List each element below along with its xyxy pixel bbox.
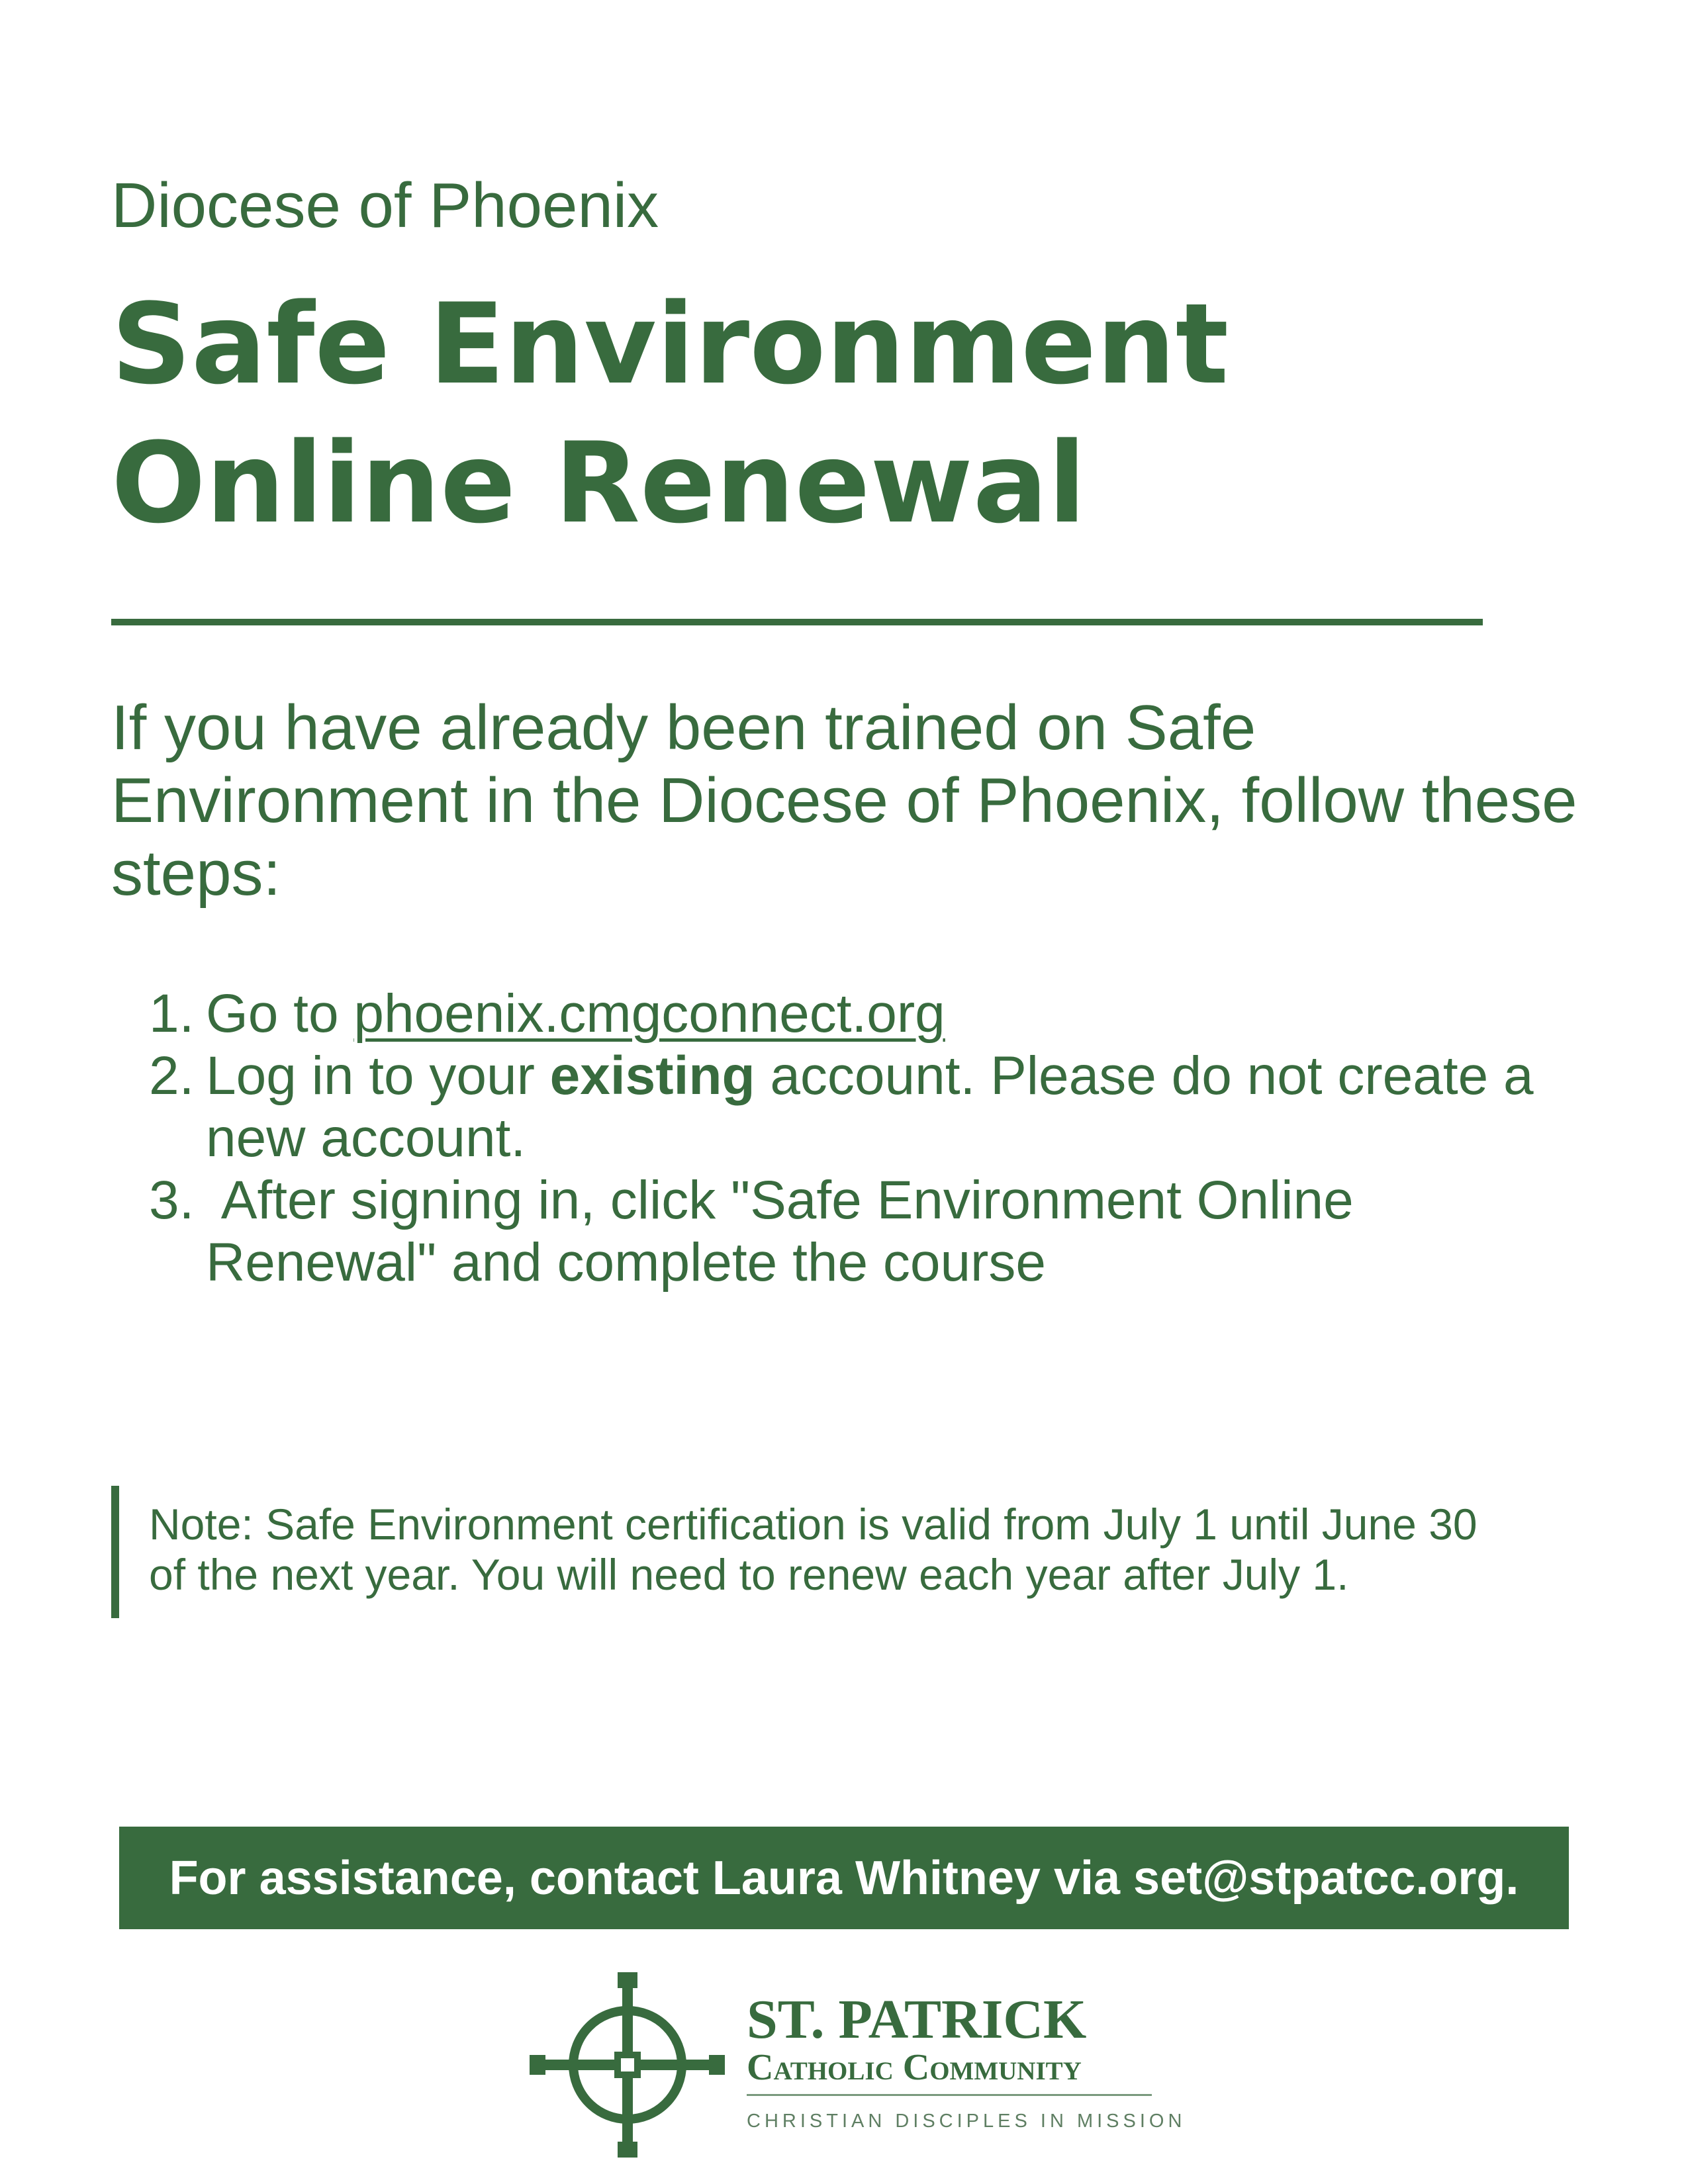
cmgconnect-link[interactable]: phoenix.cmgconnect.org	[353, 983, 945, 1044]
step-text: After signing in, click "Safe Environment Online Renewal" and complete the course	[206, 1170, 1369, 1293]
logo-divider	[747, 2094, 1152, 2096]
note-callout	[111, 1486, 1501, 1618]
celtic-cross-icon	[530, 1972, 725, 2158]
logo-tagline: CHRISTIAN DISCIPLES IN MISSION	[747, 2111, 1186, 2132]
step-emphasis: existing	[549, 1046, 755, 1106]
step-item	[149, 1045, 1539, 1169]
title-line-2: Online Renewal	[111, 418, 1086, 548]
step-text: account. Please do not create a new account.	[206, 1046, 1534, 1168]
step-number: 2.	[149, 1046, 195, 1106]
step-text: Log in to your	[206, 1046, 550, 1106]
contact-banner	[119, 1827, 1569, 1929]
parish-logo	[747, 1989, 1186, 2132]
logo-subname: Catholic Community	[747, 2047, 1082, 2088]
step-number: 1.	[149, 983, 195, 1044]
step-number: 3.	[149, 1170, 195, 1230]
intro-paragraph: If you have already been trained on Safe Environment in the Diocese of Phoenix, follow these steps:	[111, 692, 1577, 909]
diocese-subheading: Diocese of Phoenix	[111, 170, 659, 241]
steps-list	[149, 983, 1539, 1294]
logo-name: ST. PATRICK	[747, 1989, 1087, 2050]
step-item	[149, 983, 1539, 1045]
title-divider	[111, 619, 1483, 625]
contact-text: For assistance, contact Laura Whitney via set@stpatcc.org.	[169, 1851, 1519, 1905]
page-title	[111, 275, 1568, 553]
step-item	[149, 1169, 1539, 1294]
note-text: Note: Safe Environment certification is valid from July 1 until June 30 of the next year. You will need to renew each year after July 1.	[149, 1500, 1477, 1599]
step-text: Go to	[206, 983, 354, 1044]
title-line-1: Safe Environment	[111, 279, 1229, 409]
